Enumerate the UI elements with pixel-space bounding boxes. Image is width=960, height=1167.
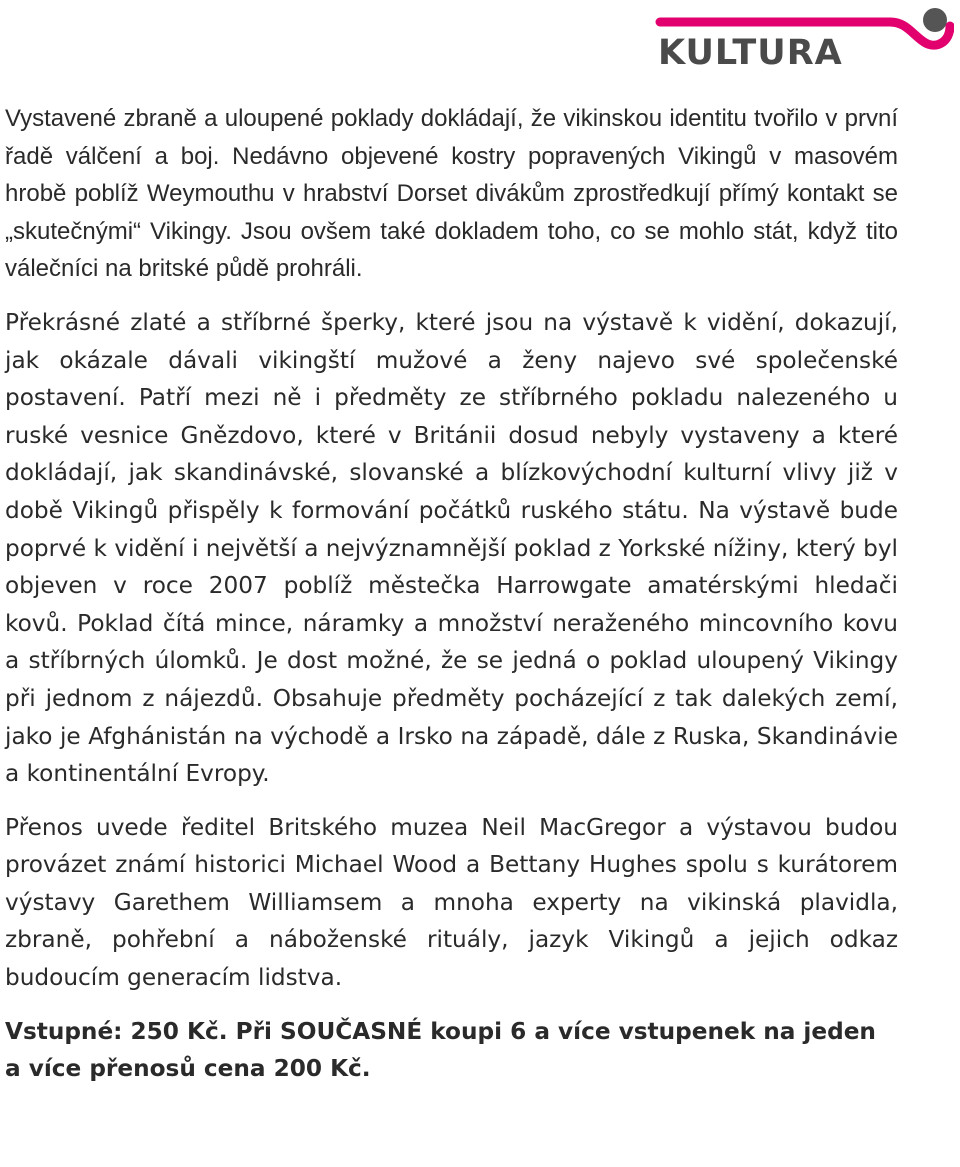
kultura-logo xyxy=(654,4,954,70)
paragraph-jewellery: Překrásné zlaté a stříbrné šperky, které jsou na výstavě k vidění, dokazují, jak okázale dávali vikingští mužové a ženy najevo své společenské postavení. Patří mezi ně i předměty ze stříbrného pokladu nalezeného u ruské vesnice Gnězdovo, které v Británii dosud nebyly vystaveny a které dokládají, jak skandinávské, slovanské a blízkovýchodní kulturní vlivy již v době Vikingů přispěly k formování počátků ruského státu. Na výstavě bude poprvé k vidění i největší a nejvýznamnější poklad z Yorkské nížiny, který byl objeven v roce 2007 poblíž městečka Harrowgate amatérskými hledači kovů. Poklad čítá mince, náramky a množství neraženého mincovního kovu a stříbrných úlomků. Je dost možné, že se jedná o poklad uloupený Vikingy při jednom z nájezdů. Obsahuje předměty pocházející z tak dalekých zemí, jako je Afghánistán na východě a Irsko na západě, dále z Ruska, Skandinávie a kontinentální Evropy. xyxy=(5,308,898,788)
admission-info: Vstupné: 250 Kč. Při SOUČASNÉ koupi 6 a více vstupenek na jeden a více přenosů cena 200 Kč. xyxy=(5,1017,876,1083)
paragraph-broadcast: Přenos uvede ředitel Britského muzea Neil MacGregor a výstavou budou provázet známí historici Michael Wood a Bettany Hughes spolu s kurátorem výstavy Garethem Williamsem a mnoha experty na vikinská plavidla, zbraně, pohřební a náboženské rituály, jazyk Vikingů a jejich odkaz budoucím generacím lidstva. xyxy=(5,813,898,992)
paragraph-weapons: Vystavené zbraně a uloupené poklady dokládají, že vikinskou identitu tvořilo v první řadě válčení a boj. Nedávno objevené kostry popravených Vikingů v masovém hrobě poblíž Weymouthu v hrabství Dorset divákům zprostředkují přímý kontakt se „skutečnými“ Vikingy. Jsou ovšem také dokladem toho, co se mohlo stát, když tito válečníci na britské půdě prohráli. xyxy=(5,105,898,283)
logo-text: KULTURA xyxy=(658,33,843,70)
article-body xyxy=(5,100,898,1104)
logo-dot-shape xyxy=(923,8,947,32)
kultura-logo-graphic xyxy=(654,4,954,70)
